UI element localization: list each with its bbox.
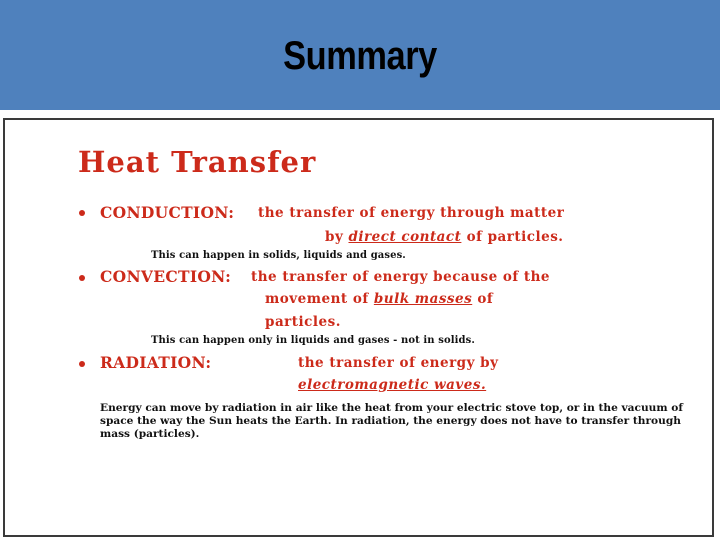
slide-heading: Heat Transfer [78, 145, 317, 179]
convection-definition-line1: the transfer of energy because of the [251, 269, 551, 285]
radiation-definition-line1: the transfer of energy by [298, 355, 499, 371]
conduction-definition-line1: the transfer of energy through matter [258, 205, 565, 221]
radiation-definition-line2 [298, 377, 486, 393]
page-title: Summary [283, 34, 437, 78]
slide-image-frame [3, 118, 714, 537]
term-radiation: RADIATION: [100, 353, 212, 372]
bullet-icon [79, 210, 85, 216]
direct-contact-text: direct contact [348, 229, 462, 245]
convection-definition-line3: particles. [265, 314, 341, 330]
radiation-paragraph: Energy can move by radiation in air like the heat from your electric stove top, or in the vacuum of space the way the Sun heats the Earth. In radiation, the energy does not have to transfer through mass (particles). [100, 402, 683, 440]
convection-definition-line2: movement of bulk masses of [265, 291, 494, 307]
conduction-definition-line2: by direct contact of particles. [325, 229, 564, 245]
bullet-icon [79, 275, 85, 281]
term-conduction: CONDUCTION: [100, 203, 235, 222]
bullet-icon [79, 361, 85, 367]
conduction-note: This can happen in solids, liquids and gases. [151, 250, 406, 261]
term-convection: CONVECTION: [100, 267, 232, 286]
electromagnetic-waves-text: electromagnetic waves. [298, 377, 487, 393]
convection-note: This can happen only in liquids and gases - not in solids. [151, 335, 475, 346]
bulk-masses-text: bulk masses [373, 291, 473, 307]
